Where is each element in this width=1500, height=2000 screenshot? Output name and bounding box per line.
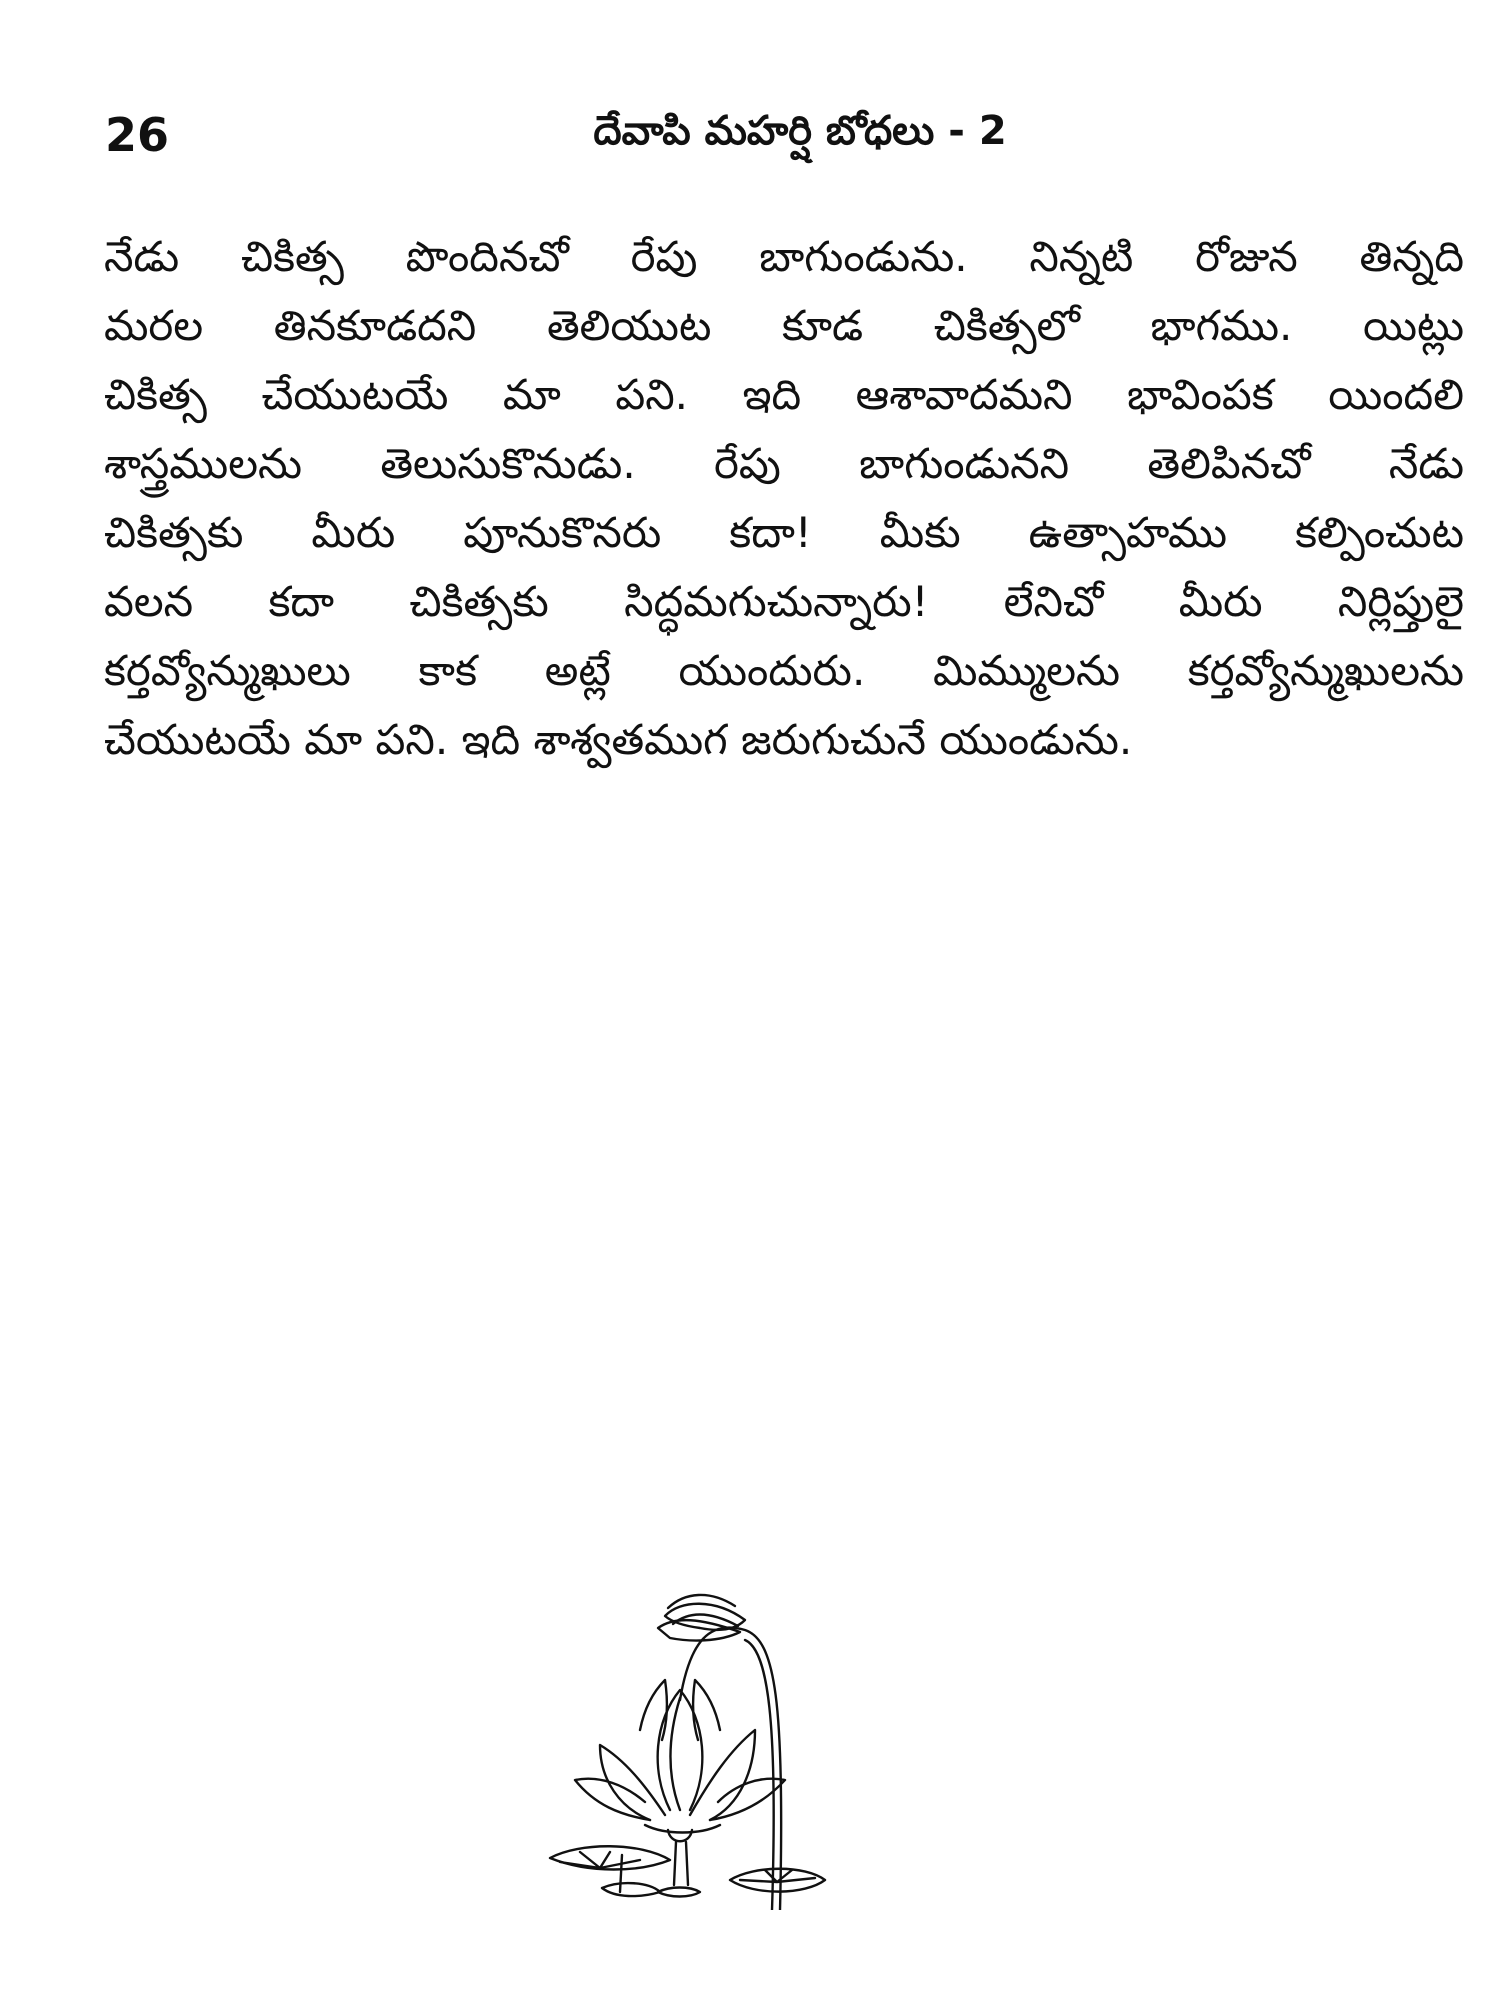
text-line: చికిత్సకు మీరు పూనుకొనరు కదా! మీకు ఉత్సాహము కల్పించుట [104,508,1464,557]
running-title: దేవాపి మహర్షి బోధలు - 2 [593,108,1007,154]
page-number: 26 [105,108,170,162]
text-line: కర్తవ్యోన్ముఖులు కాక అట్లే యుందురు. మిమ్ములను కర్తవ్యోన్ముఖులను [104,646,1464,695]
text-line: వలన కదా చికిత్సకు సిద్ధమగుచున్నారు! లేనిచో మీరు నిర్లిప్తులై [104,577,1464,626]
text-line: నేడు చికిత్స పొందినచో రేపు బాగుండును. నిన్నటి రోజున తిన్నది [104,232,1464,281]
lotus-flower-icon [540,1580,880,1910]
text-line: శాస్త్రములను తెలుసుకొనుడు. రేపు బాగుండునని తెలిపినచో నేడు [104,439,1464,488]
text-line: చేయుటయే మా పని. ఇది శాశ్వతముగ జరుగుచునే యుండును. [104,715,1133,764]
text-line: మరల తినకూడదని తెలియుట కూడ చికిత్సలో భాగము. యిట్లు [104,301,1464,350]
body-paragraph [104,222,1464,774]
text-line: చికిత్స చేయుటయే మా పని. ఇది ఆశావాదమని భావింపక యిందలి [104,370,1464,419]
